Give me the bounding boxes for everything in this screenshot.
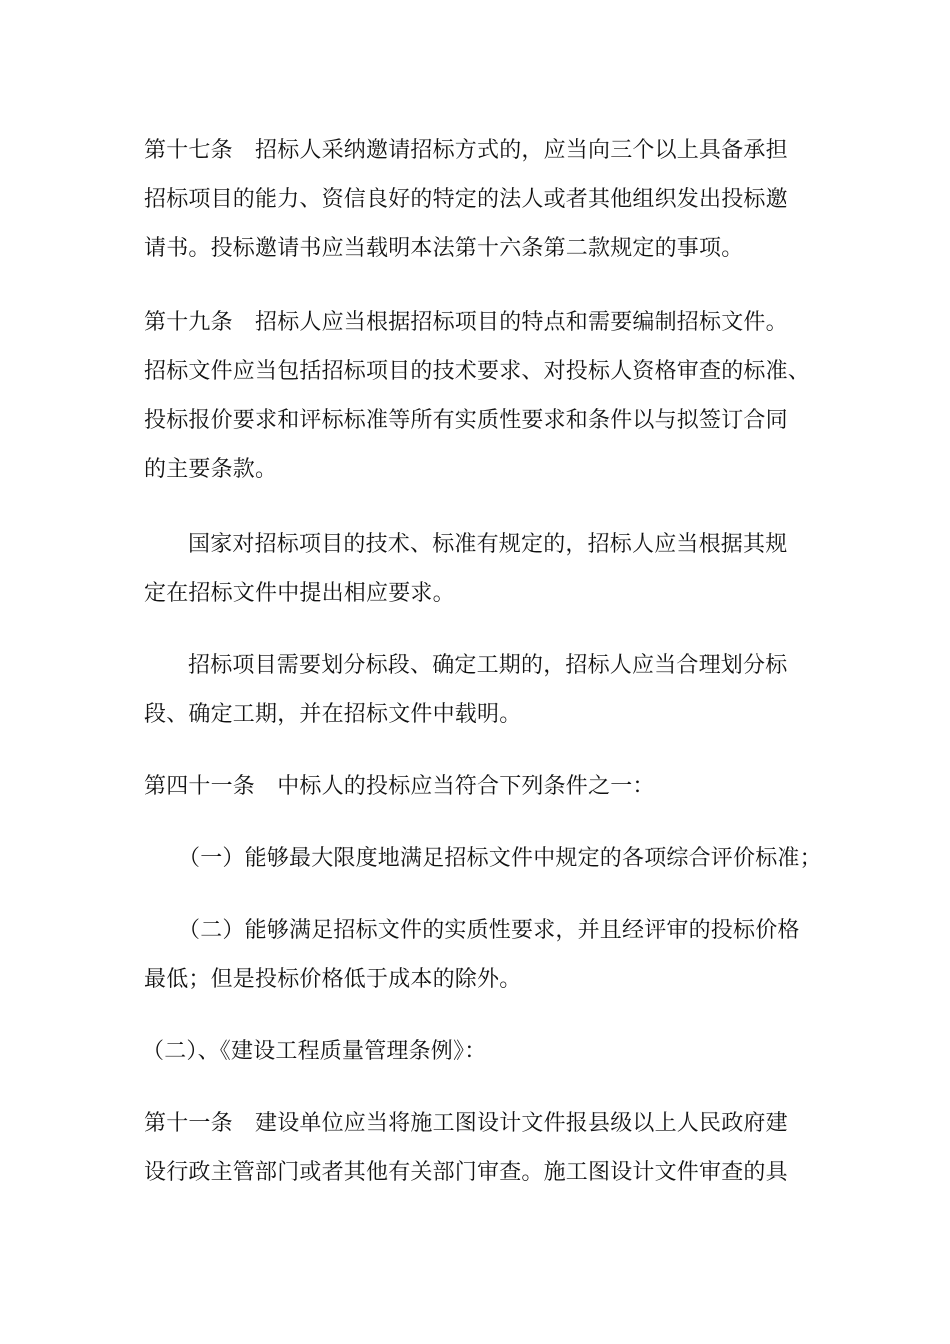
article-19-para-3-line-2: 段、确定工期，并在招标文件中载明。 (144, 702, 522, 727)
article-19-line-2: 招标文件应当包括招标项目的技术要求、对投标人资格审查的标准、 (144, 359, 811, 384)
article-11-line-1: 第十一条 建设单位应当将施工图设计文件报县级以上人民政府建 (144, 1111, 788, 1136)
article-41-item-2-line-1: （二）能够满足招标文件的实质性要求，并且经评审的投标价格 (178, 918, 800, 943)
article-19-para-3-line-1: 招标项目需要划分标段、确定工期的，招标人应当合理划分标 (188, 653, 788, 678)
section-heading: （二）、《建设工程质量管理条例》： (142, 1039, 487, 1064)
article-11-line-2: 设行政主管部门或者其他有关部门审查。施工图设计文件审查的具 (144, 1160, 788, 1185)
article-41-item-2-line-2: 最低；但是投标价格低于成本的除外。 (144, 967, 522, 992)
article-41-heading: 第四十一条 中标人的投标应当符合下列条件之一： (144, 774, 655, 799)
article-41-item-1: （一）能够最大限度地满足招标文件中规定的各项综合评价标准； (178, 846, 822, 871)
article-19-line-3: 投标报价要求和评标标准等所有实质性要求和条件以与拟签订合同 (144, 408, 788, 433)
article-17-line-2: 招标项目的能力、资信良好的特定的法人或者其他组织发出投标邀 (144, 187, 788, 212)
article-19-line-4: 的主要条款。 (144, 457, 278, 482)
article-17-line-3: 请书。投标邀请书应当载明本法第十六条第二款规定的事项。 (144, 236, 744, 261)
article-19-para-2-line-2: 定在招标文件中提出相应要求。 (144, 581, 455, 606)
article-19-para-2-line-1: 国家对招标项目的技术、标准有规定的，招标人应当根据其规 (188, 532, 788, 557)
article-19-line-1: 第十九条 招标人应当根据招标项目的特点和需要编制招标文件。 (144, 310, 788, 335)
article-17-line-1: 第十七条 招标人采纳邀请招标方式的，应当向三个以上具备承担 (144, 138, 788, 163)
